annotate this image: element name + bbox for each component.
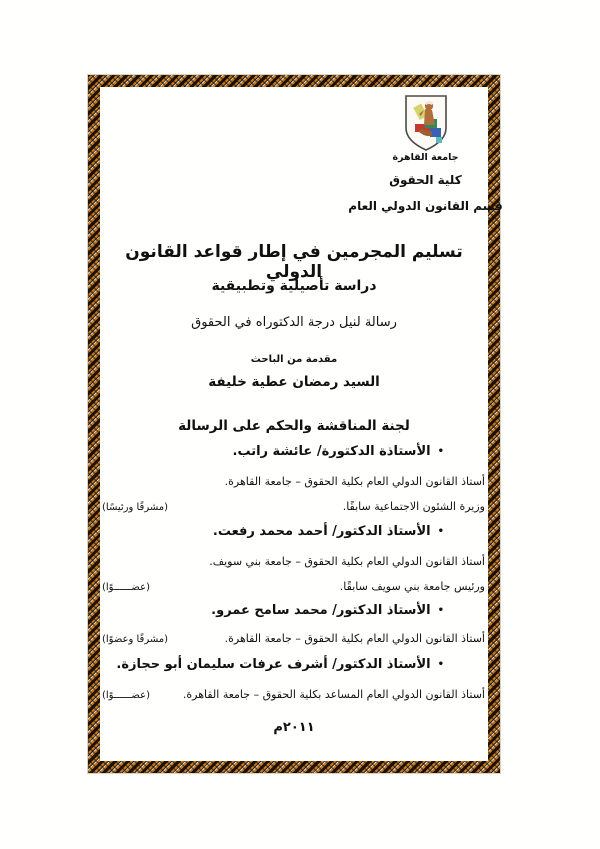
bullet-icon: •	[437, 446, 444, 457]
publication-year: ٢٠١١م	[273, 720, 315, 735]
committee-member-3-name	[110, 603, 444, 618]
detail-text: أستاذ القانون الدولي العام بكلية الحقوق – جامعة القاهرة.	[224, 475, 485, 488]
member-name-text: الأستاذة الدكتورة/ عائشة راتب.	[232, 444, 431, 459]
presented-by-label: مقدمة من الباحث	[250, 354, 338, 365]
member-name-text: الأستاذ الدكتور/ محمد سامح عمرو.	[211, 603, 431, 618]
decorative-border-frame	[88, 75, 503, 773]
page-content	[100, 87, 503, 761]
committee-member-2-name	[110, 524, 444, 539]
committee-member-4-name	[110, 657, 444, 672]
bullet-icon: •	[437, 659, 444, 670]
department-name: قسم القانون الدولي العام	[348, 199, 503, 213]
member-name-text: الأستاذ الدكتور/ أشرف عرفات سليمان أبو حجازة.	[116, 657, 431, 672]
committee-member-2-detail-2	[102, 580, 485, 593]
committee-member-2-detail-1	[102, 555, 485, 568]
researcher-name: السيد رمضان عطية خليفة	[208, 374, 380, 390]
detail-text: أستاذ القانون الدولي العام المساعد بكلية الحقوق – جامعة القاهرة.	[182, 688, 485, 701]
emblem-caption: جامعة القاهرة	[392, 152, 459, 163]
cairo-university-emblem-icon	[404, 95, 448, 151]
thesis-title: تسليم المجرمين في إطار قواعد القانون الدولي	[125, 242, 463, 282]
committee-member-1-detail-2	[102, 500, 485, 513]
bullet-icon: •	[437, 605, 444, 616]
role-label: (عضــــــوًا)	[102, 582, 150, 593]
thesis-subtitle: دراسة تأصيلية وتطبيقية	[211, 278, 377, 294]
university-header	[338, 95, 513, 213]
committee-member-1-detail-1	[102, 475, 485, 488]
role-label: (عضــــــوًا)	[102, 690, 150, 701]
detail-text: أستاذ القانون الدولي العام بكلية الحقوق – جامعة بني سويف.	[209, 555, 485, 568]
faculty-name: كلية الحقوق	[389, 173, 462, 187]
degree-line: رسالة لنيل درجة الدكتوراه في الحقوق	[191, 315, 397, 330]
bullet-icon: •	[437, 526, 444, 537]
committee-member-3-detail-1	[102, 632, 485, 645]
committee-heading: لجنة المناقشة والحكم على الرسالة	[178, 418, 410, 434]
role-label: (مشرفًا وعضوًا)	[102, 634, 169, 645]
detail-text: ورئيس جامعة بني سويف سابقًا.	[339, 580, 485, 593]
member-name-text: الأستاذ الدكتور/ أحمد محمد رفعت.	[212, 524, 431, 539]
committee-member-4-detail-1	[102, 688, 485, 701]
detail-text: وزيرة الشئون الاجتماعية سابقًا.	[342, 500, 485, 513]
detail-text: أستاذ القانون الدولي العام بكلية الحقوق – جامعة القاهرة.	[224, 632, 485, 645]
committee-member-1-name	[110, 444, 444, 459]
role-label: (مشرفًا ورئيسًا)	[102, 502, 169, 513]
